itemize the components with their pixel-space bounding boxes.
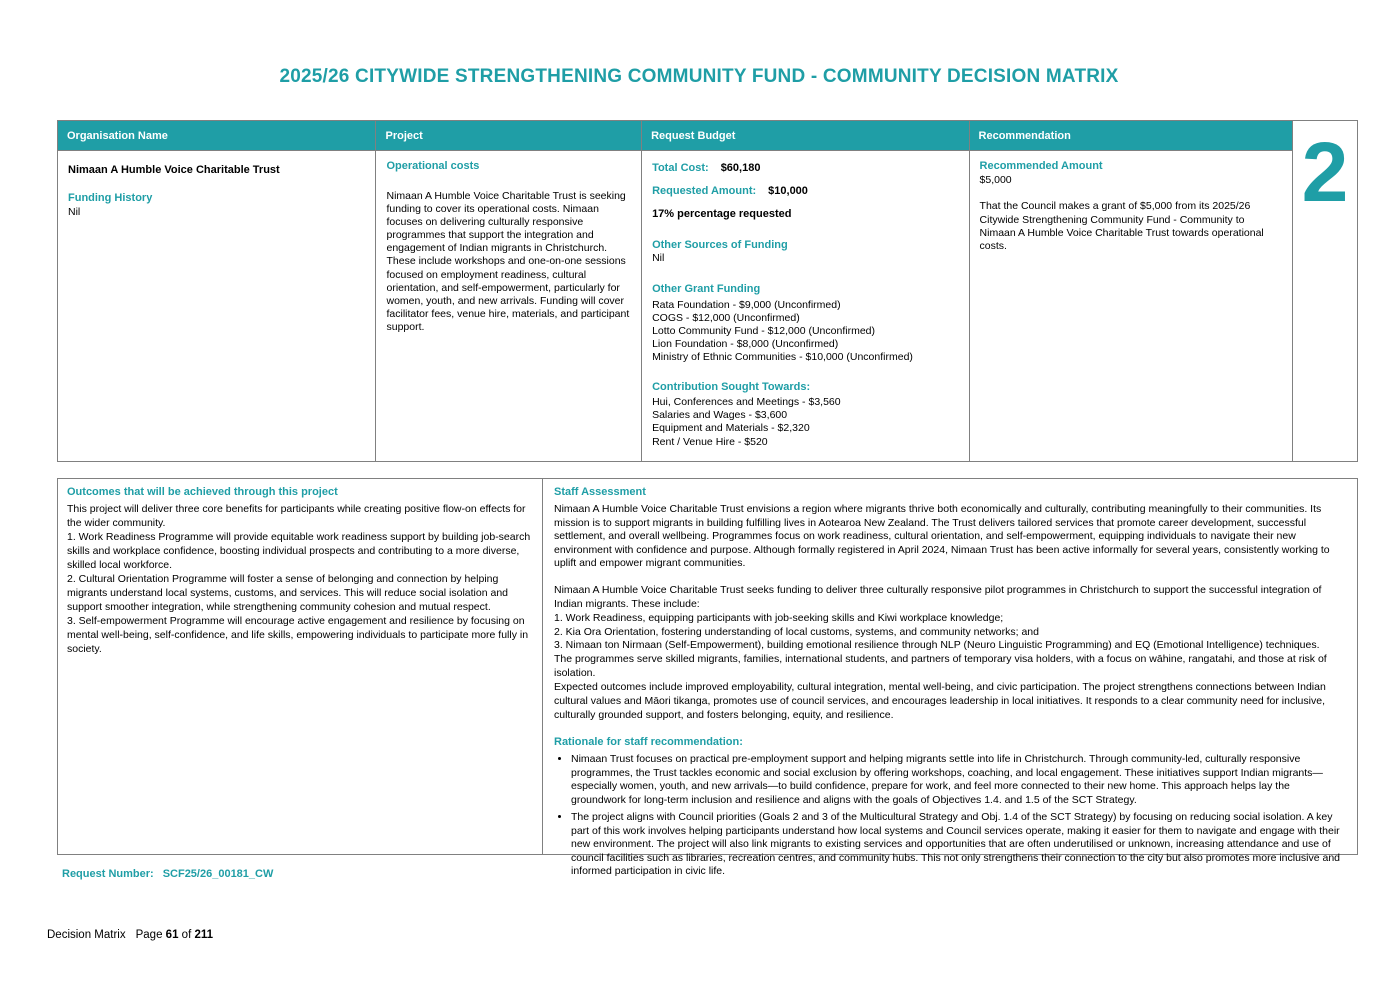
footer-total-pages: 211: [194, 929, 214, 941]
staff-assessment-cell: [543, 479, 1357, 878]
staff-assessment-paragraph-2: [554, 584, 1346, 724]
staff-assessment-paragraph-1: Nimaan A Humble Voice Charitable Trust envisions a region where migrants thrive both economically and culturally, contributing meaningfully to their communities. Its mission is to support migrants in building fulfilling lives in Aotearoa New Zealand. The Trust delivers tailored services that promote career development, successful settlement, and overall wellbeing. Programmes focus on work readiness, cultural orientation, and self-empowerment, equipping individuals to navigate their new environment with confidence and purpose. Although formally registered in April 2024, Nimaan Trust has been active informally for several years, consistently working to uplift and empower migrant communities.: [554, 503, 1330, 570]
outcomes-line: 2. Cultural Orientation Programme will foster a sense of belonging and connection by helping migrants understand local systems, customs, and services. This will reduce social isolation and support smoother integration, while strengthening community cohesion and mutual respect.: [67, 572, 508, 613]
outcomes-text: [67, 503, 533, 656]
outcomes-line: 1. Work Readiness Programme will provide equitable work readiness support by building job-search skills and workplace confidence, boosting individual prospects and contributing to a more diverse, skilled local workforce.: [67, 530, 531, 571]
funding-history-label: Funding History: [68, 191, 153, 204]
page-title: 2025/26 CITYWIDE STRENGTHENING COMMUNITY FUND - COMMUNITY DECISION MATRIX: [279, 66, 1119, 87]
staff-assessment-line: 1. Work Readiness, equipping participants with job-seeking skills and Kiwi workplace knowledge;: [554, 611, 1004, 624]
project-description: Nimaan A Humble Voice Charitable Trust is seeking funding to cover its operational costs. Nimaan focuses on delivering culturally responsive programmes that support the integration and engagement of Indian migrants in Christchurch. These include workshops and one-on-one sessions focused on employment readiness, cultural orientation, and self-empowerment, particularly for women, youth, and new arrivals. Funding will cover facilitator fees, venue hire, materials, and participant support.: [386, 189, 630, 334]
funding-history-value: Nil: [68, 205, 81, 218]
priority-number: 2: [1301, 125, 1349, 219]
request-number-value: SCF25/26_00181_CW: [162, 868, 274, 880]
rationale-bullet: • Nimaan Trust focuses on practical pre-employment support and helping migrants settle into life in Christchurch. Through community-led, culturally responsive programmes, the Trust tackles economic and social exclusion by offering workshops, coaching, and local engagement. These initiatives support Indian migrants—especially women, youth, and new arrivals—to build confidence, prepare for work, and feel more connected to their new home. This approach helps lay the groundwork for long-term inclusion and resilience and aligns with the goals of Objectives 1.4. and 1.5 of the SCT Strategy.: [571, 753, 1346, 807]
request-budget-cell: [642, 151, 969, 462]
total-cost-label: Total Cost:: [652, 162, 709, 174]
other-sources-label: Other Sources of Funding: [652, 238, 788, 251]
recommendation-cell: [970, 151, 1292, 462]
outcomes-line: This project will deliver three core benefits for participants while creating positive flow-on effects for the wider community.: [67, 503, 526, 529]
project-cell: [376, 151, 642, 462]
column-header-organisation-name: Organisation Name: [58, 121, 376, 150]
request-number: [62, 868, 273, 880]
project-title: Operational costs: [386, 160, 480, 172]
contribution-item: Salaries and Wages - $3,600: [652, 409, 788, 422]
staff-assessment-line: The programmes serve skilled migrants, families, international students, and partners of temporary visa holders, with a focus on wāhine, rangatahi, and those at risk of isolation.: [554, 653, 1327, 680]
staff-assessment-line: 3. Nimaan ton Nirmaan (Self-Empowerment), building emotional resilience through NLP (Neuro Linguistic Programming) and EQ (Emotional Intelligence) techniques.: [554, 639, 1320, 652]
recommendation-text: That the Council makes a grant of $5,000 from its 2025/26 Citywide Strengthening Community Fund - Community to Nimaan A Humble Voice Charitable Trust towards operational costs.: [979, 200, 1264, 253]
contribution-item: Rent / Venue Hire - $520: [652, 435, 768, 448]
organisation-name: Nimaan A Humble Voice Charitable Trust: [68, 164, 280, 176]
footer-page-number: 61: [165, 929, 179, 941]
outcomes-cell: [58, 479, 543, 854]
staff-assessment-line: Nimaan A Humble Voice Charitable Trust seeks funding to deliver three culturally responsive pilot programmes in Christchurch to support the successful integration of Indian migrants. These include:: [554, 583, 1322, 610]
request-number-label: Request Number:: [62, 868, 154, 880]
requested-amount-label: Requested Amount:: [652, 184, 757, 197]
contribution-sought-list: [652, 396, 958, 448]
requested-amount-line: [652, 185, 958, 199]
column-header-project: Project: [376, 121, 642, 150]
contribution-item: Hui, Conferences and Meetings - $3,560: [652, 396, 841, 409]
outcomes-heading: Outcomes that will be achieved through this project: [67, 486, 338, 498]
rationale-bullet-list: [554, 753, 1346, 879]
column-header-recommendation: Recommendation: [978, 129, 1071, 142]
funding-request-table: [57, 120, 1293, 462]
table-row: [58, 151, 1292, 462]
staff-assessment-line: 2. Kia Ora Orientation, fostering understanding of local customs, systems, and community networks; and: [554, 625, 1039, 638]
other-grant-funding-label: Other Grant Funding: [652, 282, 761, 295]
other-grant-item: COGS - $12,000 (Unconfirmed): [652, 311, 800, 324]
table-header-row: [58, 121, 1292, 151]
recommended-amount-label: Recommended Amount: [979, 160, 1103, 172]
footer-page-label: Page: [135, 929, 163, 941]
other-grant-item: Rata Foundation - $9,000 (Unconfirmed): [652, 298, 841, 311]
contribution-sought-label: Contribution Sought Towards:: [652, 380, 811, 393]
footer-doc-label: Decision Matrix: [47, 929, 126, 941]
percentage-requested: 17% percentage requested: [652, 207, 792, 220]
page-footer: [47, 929, 213, 941]
total-cost-value: $60,180: [720, 162, 761, 174]
other-grant-item: Lion Foundation - $8,000 (Unconfirmed): [652, 337, 839, 350]
priority-number-cell: [1292, 120, 1358, 462]
rationale-heading: Rationale for staff recommendation:: [554, 736, 743, 749]
requested-amount-value: $10,000: [768, 184, 808, 197]
other-grant-item: Ministry of Ethnic Communities - $10,000 (Unconfirmed): [652, 350, 913, 363]
other-grant-funding-list: [652, 299, 958, 364]
contribution-item: Equipment and Materials - $2,320: [652, 422, 810, 435]
total-cost-line: [652, 162, 958, 176]
recommended-amount-value: $5,000: [979, 173, 1012, 186]
outcomes-line: 3. Self-empowerment Programme will encourage active engagement and resilience by focusing on mental well-being, self-confidence, and life skills, empowering individuals to participate more fully in society.: [67, 614, 529, 655]
other-sources-value: Nil: [652, 252, 665, 265]
staff-assessment-heading: Staff Assessment: [554, 486, 646, 498]
staff-assessment-line: Expected outcomes include improved employability, cultural integration, mental well-being, and civic participation. The project strengthens connections between Indian cultural values and Māori tikanga, promotes use of council services, and encourages leadership in local initiatives. It responds to a clear community need for inclusive, culturally grounded support, and fosters belonging, equity, and resilience.: [554, 681, 1326, 722]
column-header-request-budget: Request Budget: [642, 121, 969, 150]
rationale-bullet: • The project aligns with Council priorities (Goals 2 and 3 of the Multicultural Strategy and Obj. 1.4 of the SCT Strategy) by focusing on reducing social isolation. A key part of this work involves helping participants understand how local systems and Council services operate, making it easier for them to navigate and engage with their new environment. The project will also link migrants to existing services and opportunities that are often underutilised or unknown, increasing attendance and use of council facilities such as libraries, recreation centres, and community hubs. This not only strengthens their connection to the city but also promotes more inclusive and informed participation in civic life.: [571, 811, 1346, 879]
footer-of-label: of: [181, 929, 192, 941]
organisation-cell: [58, 151, 376, 462]
other-grant-item: Lotto Community Fund - $12,000 (Unconfirmed): [652, 324, 875, 337]
